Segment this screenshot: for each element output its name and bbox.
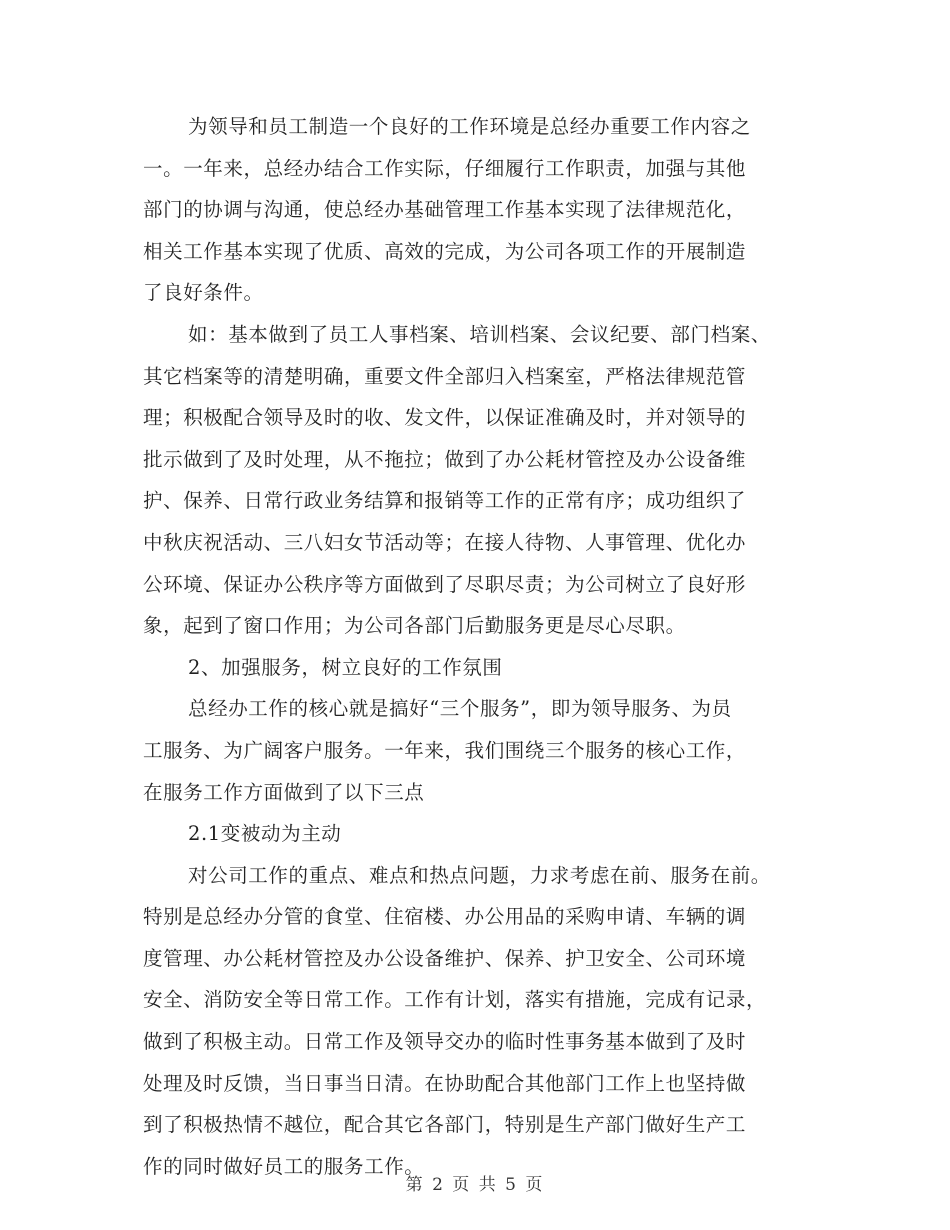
text-line: 安全、消防安全等日常工作。工作有计划，落实有措施，完成有记录， [143, 988, 767, 1012]
text-line: 做到了积极主动。日常工作及领导交办的临时性事务基本做到了及时 [143, 1030, 747, 1054]
text-line: 总经办工作的核心就是搞好“三个服务”，即为领导服务、为员 [188, 697, 732, 721]
text-line: 如：基本做到了员工人事档案、培训档案、会议纪要、部门档案、 [188, 322, 771, 346]
text-line: 理；积极配合领导及时的收、发文件，以保证准确及时，并对领导的 [143, 406, 747, 430]
text-line: 象，起到了窗口作用；为公司各部门后勤服务更是尽心尽职。 [143, 614, 686, 638]
text-line: 批示做到了及时处理，从不拖拉；做到了办公耗材管控及办公设备维 [143, 447, 747, 471]
text-line: 护、保养、日常行政业务结算和报销等工作的正常有序；成功组织了 [143, 489, 747, 513]
text-line: 特别是总经办分管的食堂、住宿楼、办公用品的采购申请、车辆的调 [143, 905, 747, 929]
text-line: 相关工作基本实现了优质、高效的完成，为公司各项工作的开展制造 [143, 239, 747, 263]
text-line: 工服务、为广阔客户服务。一年来，我们围绕三个服务的核心工作， [143, 738, 747, 762]
text-line: 中秋庆祝活动、三八妇女节活动等；在接人待物、人事管理、优化办 [143, 530, 747, 554]
text-line: 为领导和员工制造一个良好的工作环境是总经办重要工作内容之 [188, 115, 751, 138]
text-line: 处理及时反馈，当日事当日清。在协助配合其他部门工作上也坚持做 [143, 1071, 747, 1095]
page-number-footer: 第 2 页 共 5 页 [405, 1175, 545, 1195]
text-line: 对公司工作的重点、难点和热点问题，力求考虑在前、服务在前。 [188, 863, 771, 887]
section-heading: 2、加强服务，树立良好的工作氛围 [188, 655, 503, 679]
text-line: 到了积极热情不越位，配合其它各部门，特别是生产部门做好生产工 [143, 1113, 747, 1137]
subsection-heading: 2.1变被动为主动 [188, 822, 342, 846]
text-line: 作的同时做好员工的服务工作。 [143, 1154, 425, 1178]
text-line: 一。一年来，总经办结合工作实际，仔细履行工作职责，加强与其他 [143, 156, 747, 180]
text-line: 公环境、保证办公秩序等方面做到了尽职尽责；为公司树立了良好形 [143, 572, 747, 596]
document-body [143, 106, 815, 1187]
text-line: 部门的协调与沟通，使总经办基础管理工作基本实现了法律规范化， [143, 198, 747, 222]
text-line: 度管理、办公耗材管控及办公设备维护、保养、护卫安全、公司环境 [143, 946, 747, 970]
text-line: 其它档案等的清楚明确，重要文件全部归入档案室，严格法律规范管 [143, 364, 747, 388]
text-line: 在服务工作方面做到了以下三点 [143, 780, 425, 804]
text-line: 了良好条件。 [143, 281, 264, 305]
